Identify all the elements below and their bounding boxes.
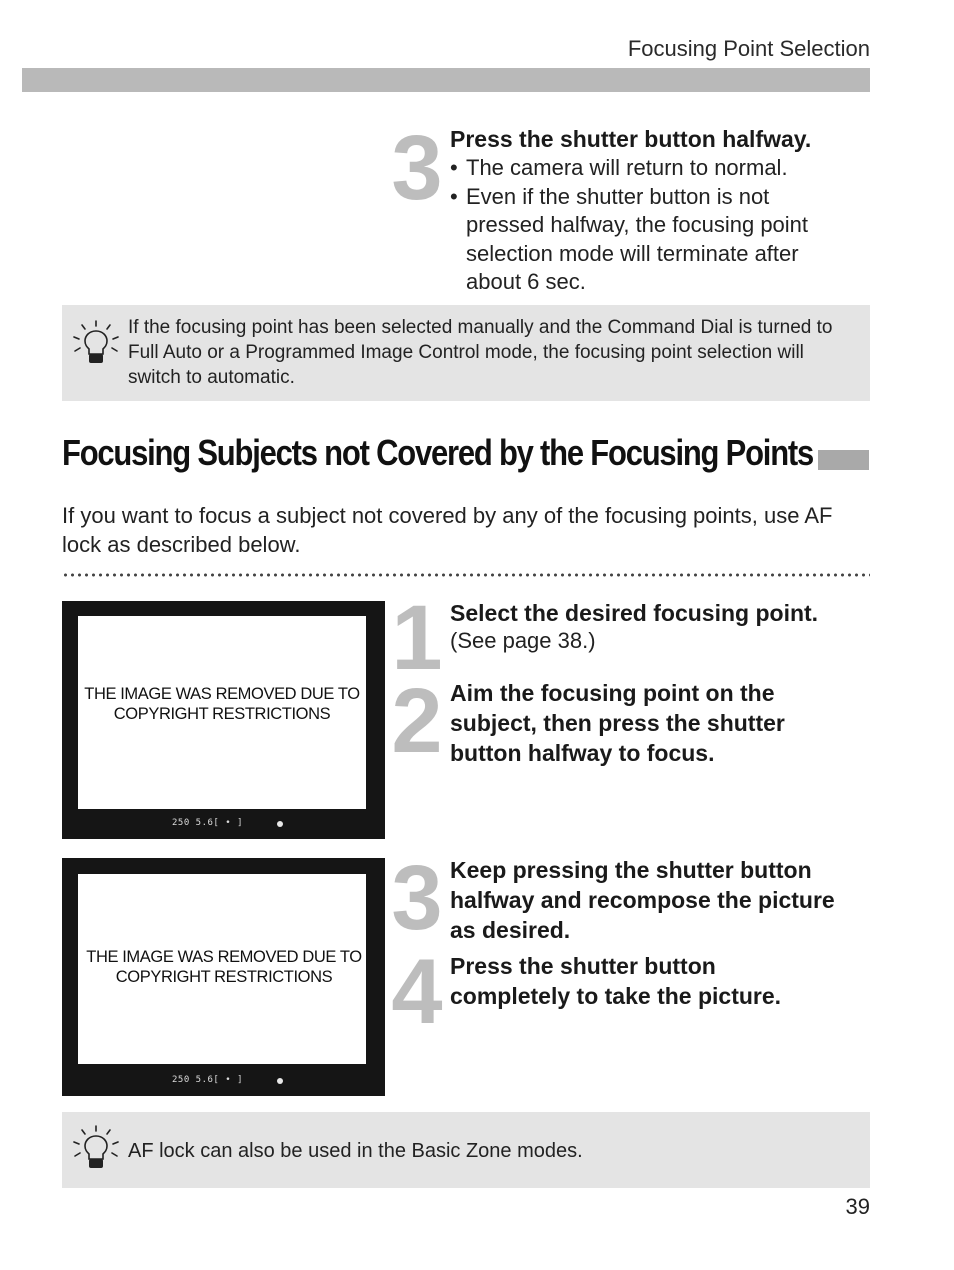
intro-text: If you want to focus a subject not covered by any of the focusing points, use AF lock as described below. — [62, 503, 833, 557]
tip-box — [62, 1112, 870, 1188]
header-bar — [22, 68, 870, 92]
removed-image-notice: THE IMAGE WAS REMOVED DUE TO COPYRIGHT RESTRICTIONS — [86, 948, 362, 986]
step-heading: Press the shutter button halfway. — [450, 126, 812, 152]
viewfinder-figure — [62, 858, 385, 1096]
step-bullets — [450, 154, 850, 297]
viewfinder-info: 250 5.6[ • ] — [172, 818, 244, 828]
tip-box — [62, 305, 870, 401]
bullet-item: • Even if the shutter button is not pressed halfway, the focusing point selection mode will terminate after about 6 sec. — [450, 183, 850, 297]
viewfinder-info: 250 5.6[ • ] — [172, 1075, 244, 1085]
dotted-divider — [62, 572, 870, 578]
image-placeholder — [78, 616, 366, 809]
step-heading: Select the desired focusing point. — [450, 600, 819, 626]
step-number: 2 — [391, 670, 443, 772]
step-heading: Press the shutter button completely to take the picture. — [450, 953, 782, 1009]
step-number: 3 — [391, 117, 443, 219]
heading-bar — [818, 450, 869, 470]
viewfinder-figure — [62, 601, 385, 839]
step-number: 4 — [391, 941, 443, 1043]
tip-text: AF lock can also be used in the Basic Zone modes. — [128, 1140, 583, 1162]
step-number: 1 — [391, 587, 443, 689]
focus-confirm-dot — [277, 821, 283, 827]
lightbulb-icon — [70, 319, 122, 369]
removed-image-notice: THE IMAGE WAS REMOVED DUE TO COPYRIGHT RESTRICTIONS — [84, 685, 360, 723]
image-placeholder — [78, 874, 366, 1064]
step-text: (See page 38.) — [450, 628, 596, 653]
focus-confirm-dot — [277, 1078, 283, 1084]
running-header: Focusing Point Selection — [627, 36, 870, 61]
page-number: 39 — [845, 1194, 870, 1219]
lightbulb-icon — [70, 1124, 122, 1174]
step-heading: Aim the focusing point on the subject, then press the shutter button halfway to focus. — [450, 680, 785, 766]
tip-text: If the focusing point has been selected manually and the Command Dial is turned to Full Auto or a Programmed Image Control mode, the focusing point selection will switch to automatic. — [128, 317, 833, 388]
bullet-item: • The camera will return to normal. — [450, 154, 850, 183]
step-heading: Keep pressing the shutter button halfway and recompose the picture as desired. — [450, 857, 835, 943]
step-number: 3 — [391, 847, 443, 949]
section-heading: Focusing Subjects not Covered by the Focusing Points — [62, 432, 814, 473]
